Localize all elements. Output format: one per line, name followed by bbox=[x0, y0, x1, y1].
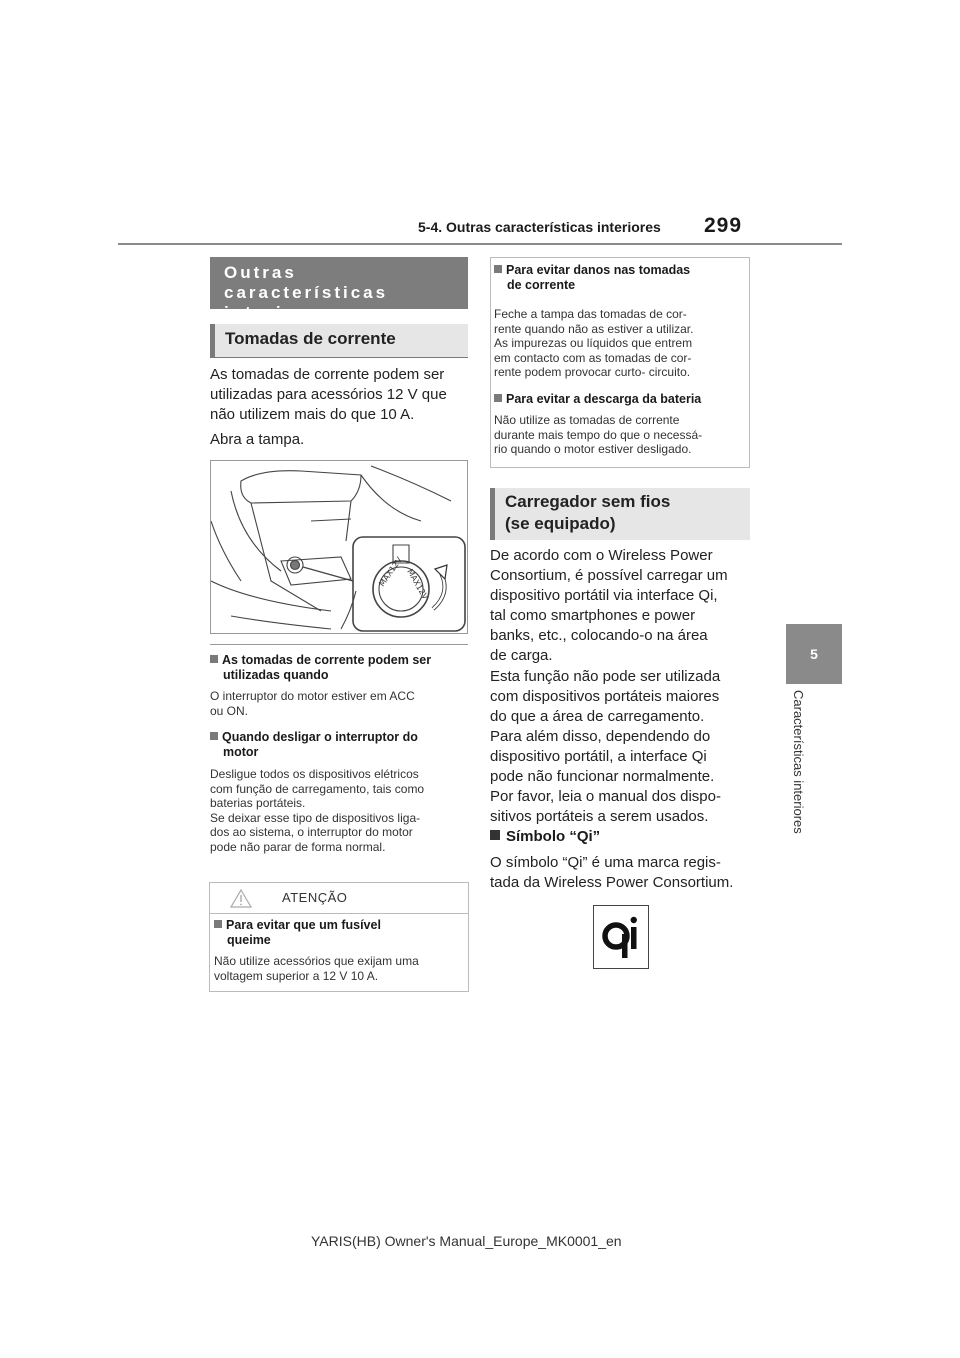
page-number: 299 bbox=[704, 214, 743, 237]
bullet-square-icon bbox=[210, 732, 218, 740]
band-title-line2: interiores bbox=[224, 303, 332, 322]
notice-line: As impurezas ou líquidos que entrem bbox=[494, 336, 693, 350]
note-line: ou ON. bbox=[210, 703, 249, 718]
caution-line: Não utilize acessórios que exijam uma bbox=[214, 954, 419, 968]
wireless-paragraph-1 bbox=[490, 546, 752, 666]
band-title-line1: Outras características bbox=[224, 263, 389, 302]
note-line: Se deixar esse tipo de dispositivos liga- bbox=[210, 810, 421, 825]
chapter-number: 5 bbox=[810, 646, 818, 662]
subsection-title-line: Carregador sem fios bbox=[505, 492, 671, 511]
note-line: com função de carregamento, tais como bbox=[210, 781, 425, 796]
qi-symbol-heading bbox=[490, 828, 600, 845]
paragraph-line: com dispositivos portáteis maiores bbox=[490, 688, 720, 705]
bullet-square-icon bbox=[494, 265, 502, 273]
caution-text bbox=[214, 954, 464, 983]
paragraph-line: do que a área de carregamento. bbox=[490, 708, 705, 725]
note-line: baterias portáteis. bbox=[210, 796, 306, 810]
qi-logo-icon bbox=[594, 906, 648, 968]
chapter-tab bbox=[786, 624, 842, 684]
intro-line: não utilizem mais do que 10 A. bbox=[210, 406, 415, 423]
note-heading-usable bbox=[210, 653, 468, 683]
svg-text:MAX12V: MAX12V bbox=[405, 567, 430, 602]
figure-rule bbox=[210, 644, 468, 645]
note-heading-switch-off bbox=[210, 730, 468, 760]
notice-line: rio quando o motor estiver desligado. bbox=[494, 442, 692, 456]
notice-line: Feche a tampa das tomadas de cor- bbox=[494, 307, 687, 321]
paragraph-line: tada da Wireless Power Consortium. bbox=[490, 874, 734, 891]
caution-label: ATENÇÃO bbox=[282, 890, 348, 905]
qi-symbol-text bbox=[490, 853, 752, 893]
notice-heading-line: Para evitar a descarga da bateria bbox=[506, 392, 702, 406]
paragraph-line: tal como smartphones e power bbox=[490, 607, 696, 624]
caution-heading bbox=[214, 918, 464, 948]
intro-paragraph bbox=[210, 365, 470, 425]
caution-heading-line: Para evitar que um fusível bbox=[226, 918, 381, 932]
power-outlet-illustration bbox=[210, 460, 468, 634]
section-title: 5-4. Outras características interiores bbox=[418, 219, 661, 235]
notice-heading-damage bbox=[494, 263, 744, 293]
wireless-paragraph-2 bbox=[490, 667, 752, 827]
notice-line: durante mais tempo do que o necessá- bbox=[494, 427, 703, 442]
note-text-usable bbox=[210, 689, 468, 718]
qi-heading-text: Símbolo “Qi” bbox=[506, 828, 601, 845]
notice-heading-line: Para evitar danos nas tomadas bbox=[506, 263, 691, 277]
subsection-title-wireless bbox=[490, 488, 750, 540]
power-outlet-drawing bbox=[211, 461, 467, 633]
paragraph-line: banks, etc., colocando-o na área bbox=[490, 627, 708, 644]
caution-line: voltagem superior a 12 V 10 A. bbox=[214, 968, 379, 983]
footer-manual-id: YARIS(HB) Owner's Manual_Europe_MK0001_en bbox=[311, 1233, 622, 1249]
paragraph-line: pode não funcionar normalmente. bbox=[490, 768, 715, 785]
bullet-square-icon bbox=[490, 830, 500, 840]
note-line: Desligue todos os dispositivos elétricos bbox=[210, 767, 419, 781]
intro-line: utilizadas para acessórios 12 V que bbox=[210, 386, 447, 403]
paragraph-line: Esta função não pode ser utilizada bbox=[490, 668, 721, 685]
subsection-title-line: (se equipado) bbox=[505, 514, 616, 533]
note-line: dos ao sistema, o interruptor do motor bbox=[210, 825, 413, 839]
notice-text-damage bbox=[494, 307, 746, 380]
note-line: pode não parar de forma normal. bbox=[210, 839, 386, 854]
subsection-title bbox=[210, 324, 468, 358]
note-heading-line: Quando desligar o interruptor do bbox=[222, 730, 418, 744]
chapter-title-vertical bbox=[786, 690, 814, 870]
paragraph-line: Consortium, é possível carregar um bbox=[490, 567, 728, 584]
caution-header bbox=[210, 883, 468, 914]
note-line: O interruptor do motor estiver em ACC bbox=[210, 689, 415, 703]
notice-line: rente quando não as estiver a utilizar. bbox=[494, 321, 694, 336]
subsection-title-text: Tomadas de corrente bbox=[225, 329, 396, 348]
notice-line: Não utilize as tomadas de corrente bbox=[494, 413, 680, 427]
note-heading-line: motor bbox=[223, 745, 259, 759]
note-text-switch-off bbox=[210, 767, 468, 854]
intro-line: As tomadas de corrente podem ser bbox=[210, 366, 445, 383]
notice-text-battery bbox=[494, 413, 746, 457]
warning-triangle-icon bbox=[230, 889, 252, 908]
notice-heading-battery bbox=[494, 392, 744, 407]
paragraph-line: De acordo com o Wireless Power bbox=[490, 547, 713, 564]
paragraph-line: dispositivo portátil via interface Qi, bbox=[490, 587, 718, 604]
paragraph-line: O símbolo “Qi” é uma marca regis- bbox=[490, 854, 721, 871]
svg-text:MAX12V: MAX12V bbox=[377, 555, 404, 589]
header-rule bbox=[118, 243, 842, 245]
paragraph-line: dispositivo portátil, a interface Qi bbox=[490, 748, 707, 765]
paragraph-line: Para além disso, dependendo do bbox=[490, 728, 711, 745]
paragraph-line: sitivos portáteis a serem usados. bbox=[490, 808, 709, 825]
note-heading-line: utilizadas quando bbox=[223, 668, 329, 682]
bullet-square-icon bbox=[214, 920, 222, 928]
open-cover-instruction: Abra a tampa. bbox=[210, 431, 305, 448]
section-band-title bbox=[210, 257, 468, 322]
bullet-square-icon bbox=[210, 655, 218, 663]
notice-line: rente podem provocar curto- circuito. bbox=[494, 365, 691, 379]
qi-logo bbox=[593, 905, 649, 969]
notice-line: em contacto com as tomadas de cor- bbox=[494, 350, 692, 365]
note-heading-line: As tomadas de corrente podem ser bbox=[222, 653, 432, 667]
notice-heading-line: de corrente bbox=[507, 278, 576, 292]
chapter-title: Características interiores bbox=[791, 690, 806, 834]
caution-heading-line: queime bbox=[227, 933, 271, 947]
bullet-square-icon bbox=[494, 394, 502, 402]
paragraph-line: de carga. bbox=[490, 647, 553, 664]
paragraph-line: Por favor, leia o manual dos dispo- bbox=[490, 788, 721, 805]
